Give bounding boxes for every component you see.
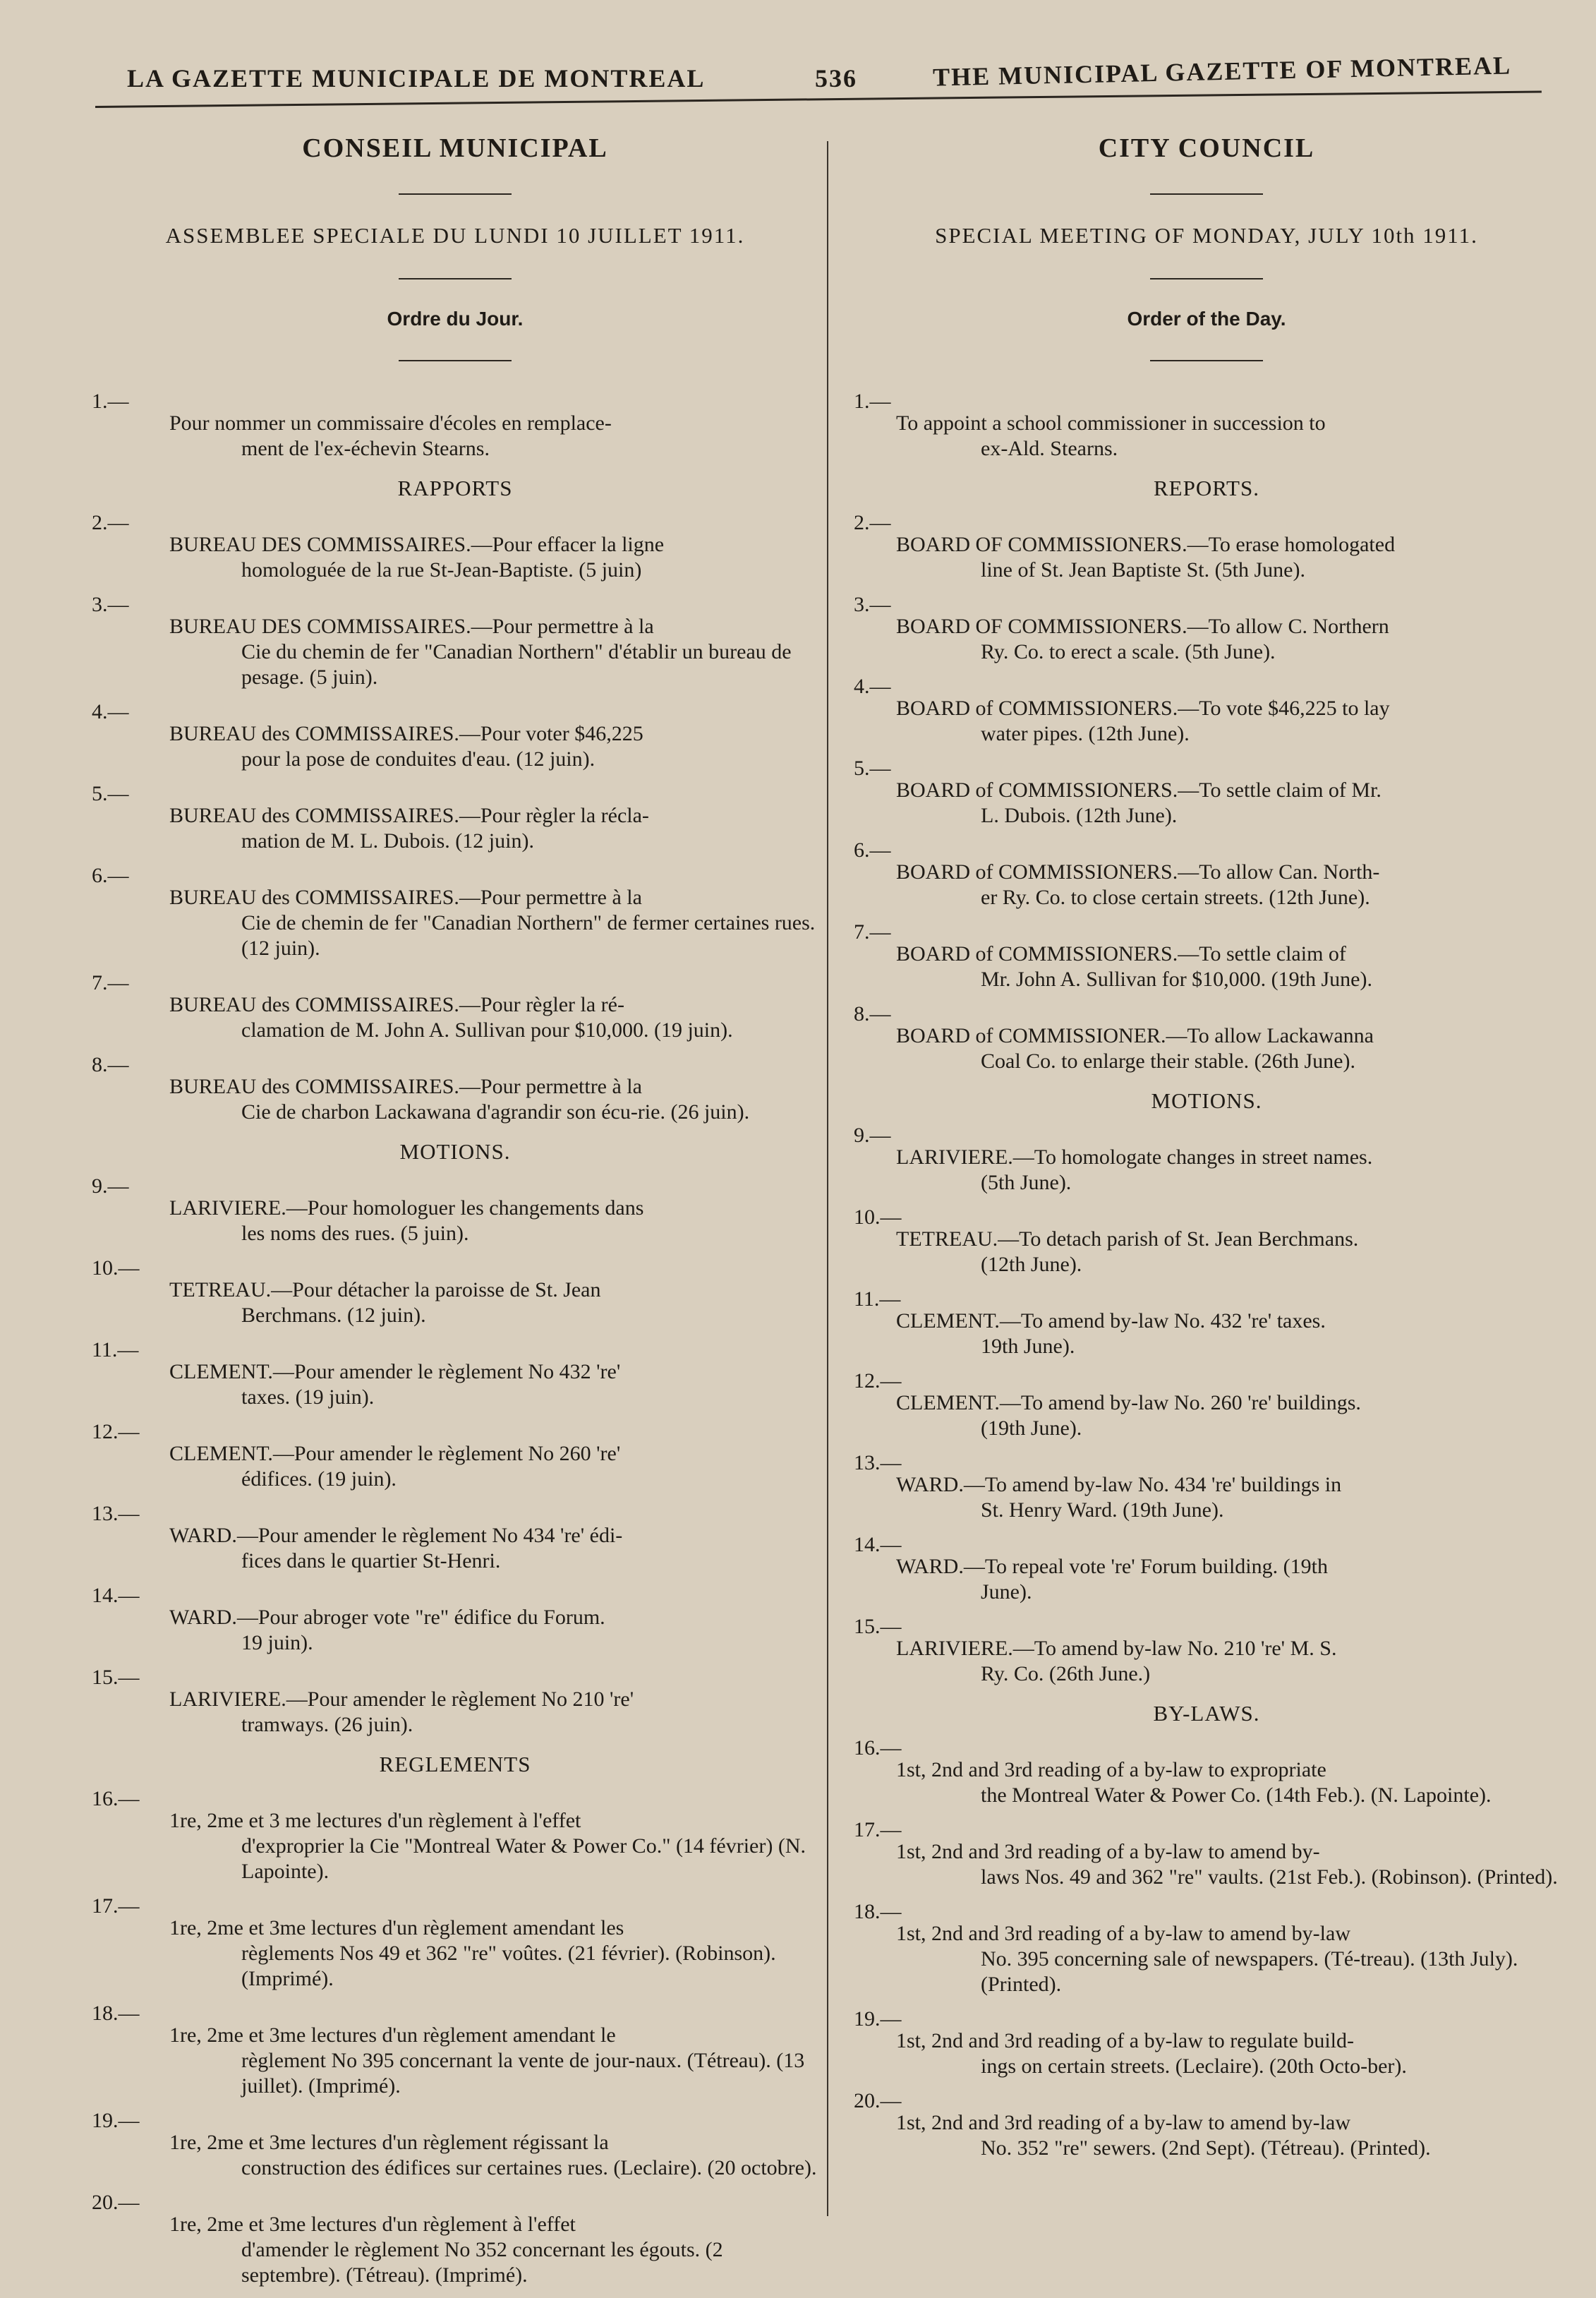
item-text-continuation: (19th June). xyxy=(981,1416,1082,1440)
item-text-first-line: 1st, 2nd and 3rd reading of a by-law to regulate build- xyxy=(896,2029,1354,2052)
meeting-heading: SPECIAL MEETING OF MONDAY, JULY 10th 1911. xyxy=(935,223,1478,248)
item-number: 13.— xyxy=(854,1451,902,1474)
item-text-continuation: Ry. Co. to erect a scale. (5th June). xyxy=(981,640,1276,663)
item-number: 7.— xyxy=(854,920,891,944)
item-text-continuation: d'exproprier la Cie "Montreal Water & Power Co." (14 février) (N. Lapointe). xyxy=(241,1834,806,1883)
agenda-item xyxy=(92,390,818,462)
item-text-first-line: LARIVIERE.—To homologate changes in street names. xyxy=(896,1145,1373,1169)
item-text-continuation: homologuée de la rue St-Jean-Baptiste. (5 juin) xyxy=(241,558,642,582)
item-text xyxy=(92,1605,818,1656)
item-text xyxy=(92,1523,818,1574)
item-number: 11.— xyxy=(92,1338,139,1361)
item-number: 4.— xyxy=(92,700,129,723)
agenda-item xyxy=(92,1338,818,1410)
running-head xyxy=(99,49,1540,99)
item-text-first-line: BOARD of COMMISSIONERS.—To settle claim of xyxy=(896,942,1346,965)
item-number: 19.— xyxy=(92,2109,140,2132)
english-column xyxy=(854,120,1559,2171)
item-text-first-line: BUREAU des COMMISSAIRES.—Pour permettre à la xyxy=(169,886,642,909)
item-text-continuation: pour la pose de conduites d'eau. (12 juin). xyxy=(241,747,596,771)
item-text-first-line: 1re, 2me et 3me lectures d'un règlement amendant les xyxy=(169,1916,624,1939)
item-number: 5.— xyxy=(92,782,129,805)
agenda-item xyxy=(854,1615,1559,1687)
item-text-continuation: clamation de M. John A. Sullivan pour $10,000. (19 juin). xyxy=(241,1018,733,1042)
item-text xyxy=(92,614,818,690)
item-number: 18.— xyxy=(854,1900,902,1923)
item-text-first-line: CLEMENT.—To amend by-law No. 432 're' taxes. xyxy=(896,1309,1326,1333)
item-text-continuation: Berchmans. (12 juin). xyxy=(241,1304,426,1327)
item-text-continuation: ings on certain streets. (Leclaire). (20th Octo-ber). xyxy=(981,2055,1407,2078)
item-text-continuation: (12th June). xyxy=(981,1253,1082,1276)
item-text xyxy=(854,1921,1559,1997)
item-number: 1.— xyxy=(92,390,129,413)
agenda-item xyxy=(92,2109,818,2181)
meeting-heading: ASSEMBLEE SPECIALE DU LUNDI 10 JUILLET 1911. xyxy=(165,223,745,248)
item-text-continuation: règlement No 395 concernant la vente de jour-naux. (Tétreau). (13 juillet). (Imprimé). xyxy=(241,2049,805,2098)
item-text-continuation: L. Dubois. (12th June). xyxy=(981,804,1178,827)
item-text xyxy=(92,992,818,1043)
item-text xyxy=(854,942,1559,992)
item-number: 2.— xyxy=(92,511,129,534)
item-text-first-line: LARIVIERE.—To amend by-law No. 210 're' M. S. xyxy=(896,1637,1337,1660)
item-text xyxy=(854,1390,1559,1441)
item-text xyxy=(854,696,1559,747)
item-text xyxy=(92,411,818,462)
agenda-item xyxy=(92,1174,818,1246)
item-text xyxy=(92,721,818,772)
motions-heading: MOTIONS. xyxy=(1151,1088,1262,1113)
item-text xyxy=(854,1309,1559,1359)
item-text xyxy=(854,2110,1559,2161)
item-number: 8.— xyxy=(854,1002,891,1025)
item-text-continuation: St. Henry Ward. (19th June). xyxy=(981,1498,1224,1522)
agenda-item xyxy=(92,511,818,583)
item-text-continuation: Cie de charbon Lackawana d'agrandir son écu-rie. (26 juin). xyxy=(241,1100,750,1124)
agenda-item xyxy=(854,1124,1559,1196)
item-number: 11.— xyxy=(854,1287,901,1311)
item-text xyxy=(854,1472,1559,1523)
agenda-item xyxy=(854,593,1559,665)
agenda-item xyxy=(854,1736,1559,1808)
agenda-item xyxy=(854,1451,1559,1523)
item-text-first-line: BOARD of COMMISSIONERS.—To vote $46,225 to lay xyxy=(896,697,1390,720)
item-text-continuation: taxes. (19 juin). xyxy=(241,1385,375,1409)
agenda-item xyxy=(92,700,818,772)
item-text-first-line: 1st, 2nd and 3rd reading of a by-law to amend by-law xyxy=(896,1922,1350,1945)
item-text-first-line: 1re, 2me et 3me lectures d'un règlement à l'effet xyxy=(169,2213,576,2236)
agenda-item xyxy=(92,1502,818,1574)
agenda-item xyxy=(854,511,1559,583)
item-number: 14.— xyxy=(92,1584,140,1607)
item-text xyxy=(854,411,1559,462)
item-text-first-line: 1re, 2me et 3 me lectures d'un règlement à l'effet xyxy=(169,1809,581,1832)
item-text-continuation: construction des édifices sur certaines rues. (Leclaire). (20 octobre). xyxy=(241,2156,817,2179)
item-number: 18.— xyxy=(92,2002,140,2025)
agenda-item xyxy=(92,1420,818,1492)
agenda-item xyxy=(854,1287,1559,1359)
agenda-item xyxy=(92,1256,818,1328)
item-number: 3.— xyxy=(854,593,891,616)
item-text-first-line: WARD.—Pour amender le règlement No 434 're' édi- xyxy=(169,1524,623,1547)
item-number: 2.— xyxy=(854,511,891,534)
item-number: 15.— xyxy=(854,1615,902,1638)
item-text-continuation: mation de M. L. Dubois. (12 juin). xyxy=(241,829,534,853)
item-text xyxy=(92,885,818,961)
item-number: 6.— xyxy=(92,864,129,887)
item-text xyxy=(854,778,1559,829)
item-text-first-line: Pour nommer un commissaire d'écoles en remplace- xyxy=(169,411,612,435)
item-text-first-line: WARD.—To amend by-law No. 434 're' buildings in xyxy=(896,1473,1342,1496)
item-text xyxy=(854,1554,1559,1605)
meeting-rule xyxy=(1150,278,1263,279)
item-number: 16.— xyxy=(92,1787,140,1810)
item-text-first-line: 1re, 2me et 3me lectures d'un règlement régissant la xyxy=(169,2131,609,2154)
agenda-item xyxy=(854,2007,1559,2079)
agenda-item xyxy=(92,593,818,690)
item-number: 9.— xyxy=(854,1124,891,1147)
item-text-first-line: BUREAU DES COMMISSAIRES.—Pour effacer la ligne xyxy=(169,533,665,556)
item-number: 5.— xyxy=(854,757,891,780)
item-text xyxy=(854,1839,1559,1890)
item-number: 17.— xyxy=(92,1894,140,1918)
item-number: 10.— xyxy=(92,1256,140,1280)
agenda-item xyxy=(854,675,1559,747)
title-rule xyxy=(399,193,512,195)
item-number: 14.— xyxy=(854,1533,902,1556)
agenda-item xyxy=(854,920,1559,992)
item-text-first-line: BOARD of COMMISSIONER.—To allow Lackawanna xyxy=(896,1024,1374,1047)
header-title-en: THE MUNICIPAL GAZETTE OF MONTREAL xyxy=(932,51,1512,92)
agenda-item xyxy=(854,1900,1559,1997)
item-text xyxy=(854,1757,1559,1808)
item-text-first-line: BOARD OF COMMISSIONERS.—To allow C. Northern xyxy=(896,615,1389,638)
bylaws-heading: BY-LAWS. xyxy=(1153,1701,1260,1726)
item-text xyxy=(854,1636,1559,1687)
item-text-first-line: LARIVIERE.—Pour homologuer les changements dans xyxy=(169,1196,644,1220)
item-number: 20.— xyxy=(92,2191,140,2214)
item-text xyxy=(92,1687,818,1738)
agenda-item xyxy=(854,1002,1559,1074)
agenda-item xyxy=(854,1533,1559,1605)
item-text xyxy=(92,1196,818,1246)
item-text-first-line: BUREAU des COMMISSAIRES.—Pour règler la ré- xyxy=(169,993,624,1016)
item-text-continuation: No. 395 concerning sale of newspapers. (Té-treau). (13th July). (Printed). xyxy=(981,1947,1518,1996)
bylaws-heading: REGLEMENTS xyxy=(379,1752,531,1776)
item-text xyxy=(92,1074,818,1125)
item-text-first-line: BUREAU des COMMISSAIRES.—Pour règler la récla- xyxy=(169,804,649,827)
agenda-item xyxy=(92,1666,818,1738)
agenda-item xyxy=(92,864,818,961)
item-text-first-line: WARD.—Pour abroger vote "re" édifice du Forum. xyxy=(169,1606,605,1629)
item-number: 20.— xyxy=(854,2089,902,2112)
item-text xyxy=(854,532,1559,583)
agenda-item xyxy=(854,1369,1559,1441)
item-text xyxy=(854,1227,1559,1277)
item-text xyxy=(92,1277,818,1328)
agenda-item xyxy=(92,2191,818,2288)
item-text xyxy=(854,1145,1559,1196)
page-number: 536 xyxy=(815,64,857,92)
item-text-first-line: CLEMENT.—Pour amender le règlement No 432 're' xyxy=(169,1360,621,1383)
item-text-first-line: TETREAU.—To detach parish of St. Jean Berchmans. xyxy=(896,1227,1359,1251)
item-text-continuation: June). xyxy=(981,1580,1032,1604)
item-text xyxy=(854,614,1559,665)
french-column xyxy=(92,120,818,2298)
item-number: 10.— xyxy=(854,1205,902,1229)
agenda-item xyxy=(92,971,818,1043)
item-text-first-line: CLEMENT.—Pour amender le règlement No 260 're' xyxy=(169,1442,621,1465)
item-text-continuation: tramways. (26 juin). xyxy=(241,1713,413,1736)
agenda-item xyxy=(92,1584,818,1656)
item-text-first-line: BOARD of COMMISSIONERS.—To settle claim of Mr. xyxy=(896,778,1382,802)
column-title: CITY COUNCIL xyxy=(1098,133,1315,163)
item-text-first-line: BUREAU des COMMISSAIRES.—Pour permettre à la xyxy=(169,1075,642,1098)
item-number: 12.— xyxy=(92,1420,140,1443)
header-title-fr: LA GAZETTE MUNICIPALE DE MONTREAL xyxy=(127,64,706,92)
item-text xyxy=(92,2023,818,2099)
item-text-continuation: Cie de chemin de fer "Canadian Northern" de fermer certaines rues. (12 juin). xyxy=(241,911,816,960)
item-text-first-line: BOARD OF COMMISSIONERS.—To erase homologated xyxy=(896,533,1396,556)
item-text-continuation: (5th June). xyxy=(981,1171,1072,1194)
item-text-continuation: the Montreal Water & Power Co. (14th Feb.). (N. Lapointe). xyxy=(981,1783,1492,1807)
item-text xyxy=(92,1808,818,1884)
title-rule xyxy=(1150,193,1263,195)
agenda-item xyxy=(92,1787,818,1884)
reports-heading: REPORTS. xyxy=(1154,476,1259,500)
item-number: 15.— xyxy=(92,1666,140,1689)
item-text xyxy=(854,860,1559,910)
agenda-item xyxy=(854,1205,1559,1277)
column-title: CONSEIL MUNICIPAL xyxy=(302,133,608,163)
agenda-item xyxy=(854,2089,1559,2161)
item-text xyxy=(92,2130,818,2181)
item-text-continuation: line of St. Jean Baptiste St. (5th June). xyxy=(981,558,1305,582)
item-text-continuation: Mr. John A. Sullivan for $10,000. (19th June). xyxy=(981,968,1372,991)
item-number: 19.— xyxy=(854,2007,902,2031)
order-of-day-heading: Order of the Day. xyxy=(1127,308,1286,330)
item-number: 7.— xyxy=(92,971,129,994)
item-number: 13.— xyxy=(92,1502,140,1525)
item-text-first-line: CLEMENT.—To amend by-law No. 260 're' buildings. xyxy=(896,1391,1361,1414)
item-text-continuation: er Ry. Co. to close certain streets. (12th June). xyxy=(981,886,1370,909)
item-text-first-line: 1st, 2nd and 3rd reading of a by-law to amend by-law xyxy=(896,2111,1350,2134)
item-text-first-line: 1re, 2me et 3me lectures d'un règlement amendant le xyxy=(169,2023,616,2047)
item-text-continuation: d'amender le règlement No 352 concernant les égouts. (2 septembre). (Tétreau). (Imprimé). xyxy=(241,2238,723,2287)
item-text-continuation: Cie du chemin de fer "Canadian Northern" d'établir un bureau de pesage. (5 juin). xyxy=(241,640,792,689)
item-text xyxy=(92,1915,818,1992)
item-text-continuation: 19 juin). xyxy=(241,1631,313,1654)
item-text-first-line: BOARD of COMMISSIONERS.—To allow Can. North- xyxy=(896,860,1380,884)
item-text-continuation: fices dans le quartier St-Henri. xyxy=(241,1549,501,1572)
item-text-first-line: 1st, 2nd and 3rd reading of a by-law to expropriate xyxy=(896,1758,1326,1781)
agenda-item xyxy=(854,1818,1559,1890)
item-text xyxy=(854,2028,1559,2079)
item-number: 16.— xyxy=(854,1736,902,1759)
item-text-continuation: laws Nos. 49 and 362 "re" vaults. (21st Feb.). (Robinson). (Printed). xyxy=(981,1865,1558,1889)
item-text xyxy=(92,2212,818,2288)
agenda-item xyxy=(854,838,1559,910)
order-rule xyxy=(1150,360,1263,361)
item-text-continuation: ment de l'ex-échevin Stearns. xyxy=(241,437,490,460)
item-text-first-line: BUREAU DES COMMISSAIRES.—Pour permettre à la xyxy=(169,615,654,638)
agenda-item xyxy=(854,390,1559,462)
item-text-continuation: ex-Ald. Stearns. xyxy=(981,437,1118,460)
reports-heading: RAPPORTS xyxy=(397,476,513,500)
item-text-continuation: Coal Co. to enlarge their stable. (26th June). xyxy=(981,1049,1355,1073)
item-number: 1.— xyxy=(854,390,891,413)
item-text-first-line: LARIVIERE.—Pour amender le règlement No 210 're' xyxy=(169,1688,634,1711)
item-number: 17.— xyxy=(854,1818,902,1841)
item-text-continuation: règlements Nos 49 et 362 "re" voûtes. (21 février). (Robinson). (Imprimé). xyxy=(241,1942,776,1990)
item-number: 12.— xyxy=(854,1369,902,1392)
item-number: 3.— xyxy=(92,593,129,616)
item-text-first-line: BUREAU des COMMISSAIRES.—Pour voter $46,225 xyxy=(169,722,643,745)
agenda-item xyxy=(92,2002,818,2099)
agenda-item xyxy=(92,782,818,854)
order-of-day-heading: Ordre du Jour. xyxy=(387,308,524,330)
item-number: 4.— xyxy=(854,675,891,698)
item-text xyxy=(92,532,818,583)
item-text-continuation: les noms des rues. (5 juin). xyxy=(241,1222,469,1245)
item-number: 8.— xyxy=(92,1053,129,1076)
agenda-item xyxy=(92,1894,818,1992)
item-text-continuation: No. 352 "re" sewers. (2nd Sept). (Tétreau). (Printed). xyxy=(981,2136,1431,2160)
meeting-rule xyxy=(399,278,512,279)
agenda-item xyxy=(854,757,1559,829)
item-text-continuation: 19th June). xyxy=(981,1335,1075,1358)
item-text-first-line: TETREAU.—Pour détacher la paroisse de St. Jean xyxy=(169,1278,601,1301)
item-text xyxy=(92,803,818,854)
item-text-first-line: To appoint a school commissioner in succession to xyxy=(896,411,1326,435)
agenda-item xyxy=(92,1053,818,1125)
item-text-continuation: édifices. (19 juin). xyxy=(241,1467,397,1491)
motions-heading: MOTIONS. xyxy=(399,1139,511,1164)
item-number: 6.— xyxy=(854,838,891,862)
item-text-first-line: 1st, 2nd and 3rd reading of a by-law to amend by- xyxy=(896,1840,1320,1863)
order-rule xyxy=(399,360,512,361)
item-text-continuation: Ry. Co. (26th June.) xyxy=(981,1662,1151,1685)
item-text-first-line: WARD.—To repeal vote 're' Forum building. (19th xyxy=(896,1555,1328,1578)
item-text xyxy=(92,1359,818,1410)
column-divider xyxy=(827,141,828,2216)
item-text xyxy=(92,1441,818,1492)
item-text-continuation: water pipes. (12th June). xyxy=(981,722,1190,745)
item-number: 9.— xyxy=(92,1174,129,1198)
item-text xyxy=(854,1023,1559,1074)
